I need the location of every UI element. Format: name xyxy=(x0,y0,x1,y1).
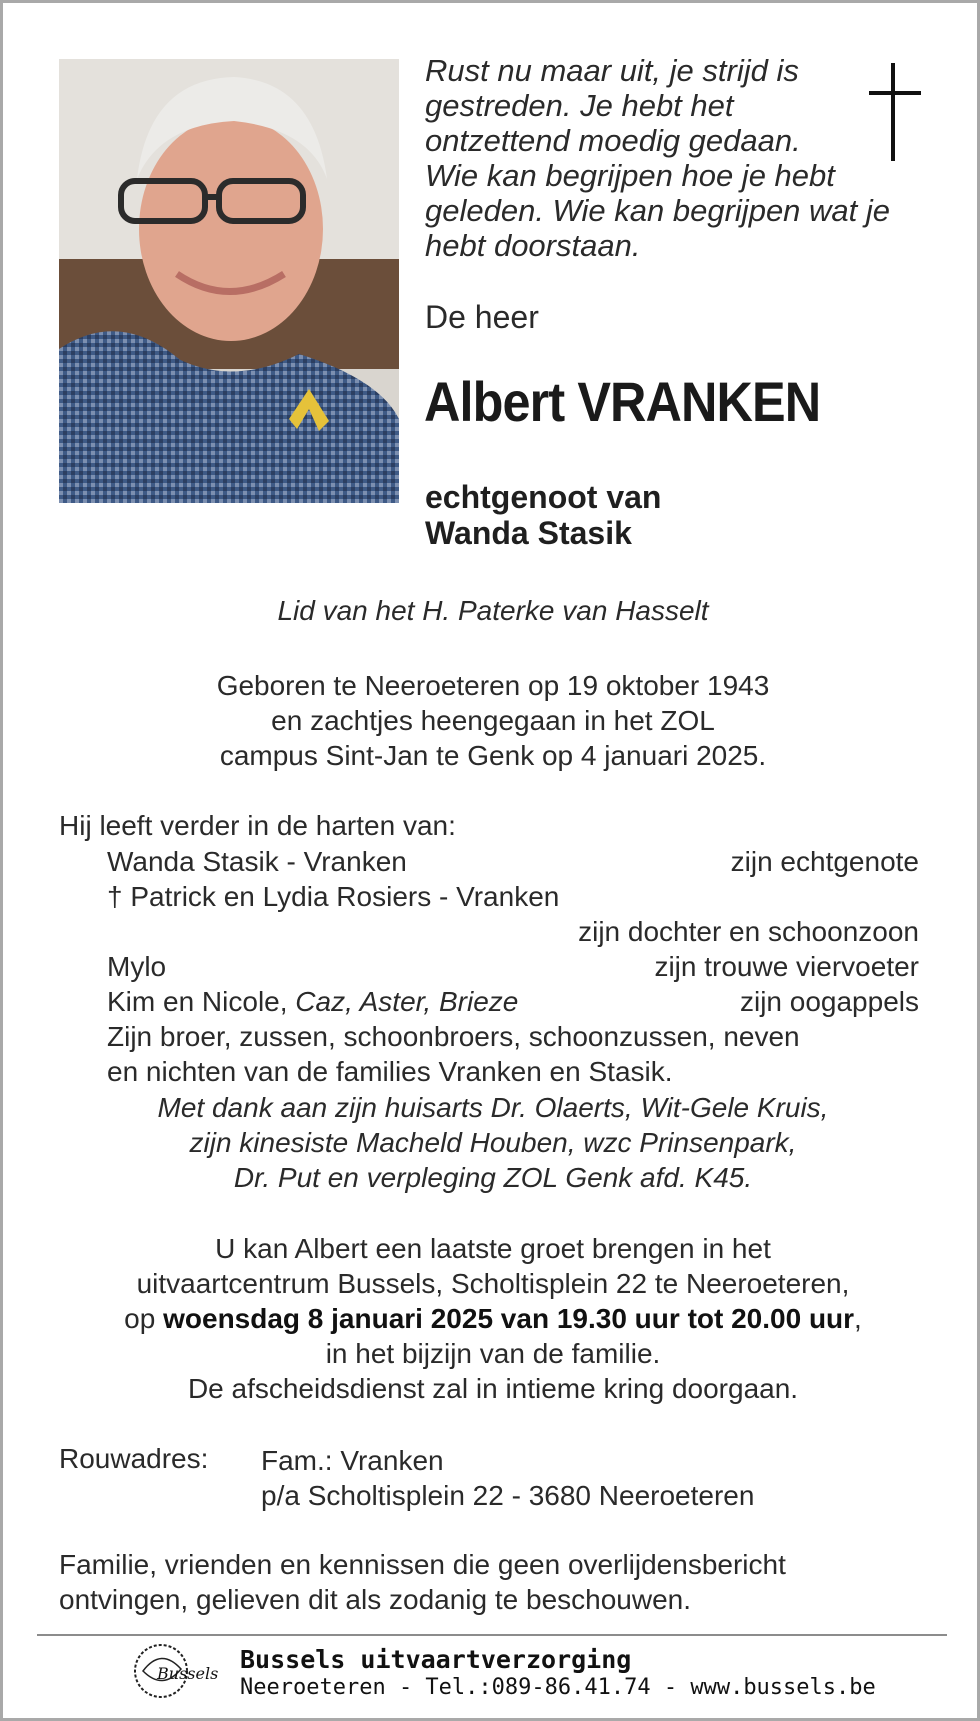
poem-line: ontzettend moedig gedaan. xyxy=(425,123,801,158)
survivor-name-plain: Kim en Nicole, xyxy=(107,986,296,1017)
visit-line: De afscheidsdienst zal in intieme kring doorgaan. xyxy=(187,1373,799,1404)
birth-death-line: campus Sint-Jan te Genk op 4 januari 2025. xyxy=(219,740,767,771)
cross-icon xyxy=(865,63,925,161)
address-line: p/a Scholtisplein 22 - 3680 Neeroeteren xyxy=(261,1480,755,1511)
notice-text xyxy=(59,1547,786,1617)
spouse-line-2: Wanda Stasik xyxy=(425,515,632,551)
poem-line: geleden. Wie kan begrijpen wat je xyxy=(425,193,891,228)
survivor-name-italic: Caz, Aster, Brieze xyxy=(295,986,519,1017)
visit-line: in het bijzijn van de familie. xyxy=(325,1338,661,1369)
visit-suffix: , xyxy=(854,1303,862,1334)
portrait-photo xyxy=(59,59,399,503)
poem-line: Rust nu maar uit, je strijd is xyxy=(425,53,799,88)
survivor-group: Zijn broer, zussen, schoonbroers, schoonzussen, neven xyxy=(107,1021,800,1052)
visit-line-datetime xyxy=(3,1301,980,1336)
poem-verse xyxy=(425,53,925,263)
birth-death-info xyxy=(3,668,980,773)
thanks-note xyxy=(3,1090,980,1195)
birth-death-line: Geboren te Neeroeteren op 19 oktober 1943 xyxy=(216,670,770,701)
survivor-group: en nichten van de families Vranken en Stasik. xyxy=(107,1056,673,1087)
spouse-info xyxy=(425,479,661,551)
deceased-name: Albert VRANKEN xyxy=(424,370,821,433)
notice-line: ontvingen, gelieven dit als zodanig te beschouwen. xyxy=(59,1584,691,1615)
address-label: Rouwadres: xyxy=(59,1443,209,1474)
membership-line: Lid van het H. Paterke van Hasselt xyxy=(277,595,709,626)
salutation: De heer xyxy=(425,299,539,335)
bussels-logo xyxy=(131,1641,227,1701)
poem-line: Wie kan begrijpen hoe je hebt xyxy=(425,158,835,193)
survivor-relation: zijn trouwe viervoeter xyxy=(654,951,919,982)
survivor-name: † Patrick en Lydia Rosiers - Vranken xyxy=(107,881,560,912)
survivor-relation: zijn echtgenote xyxy=(730,846,919,877)
survivor-name: Mylo xyxy=(107,951,167,982)
visit-prefix: op xyxy=(124,1303,164,1334)
footer-divider xyxy=(37,1634,947,1636)
notice-line: Familie, vrienden en kennissen die geen overlijdensbericht xyxy=(59,1549,786,1580)
survivor-relation: zijn dochter en schoonzoon xyxy=(578,916,919,947)
birth-death-line: en zachtjes heengegaan in het ZOL xyxy=(271,705,715,736)
company-name: Bussels uitvaartverzorging xyxy=(240,1645,632,1674)
spouse-line-1: echtgenoot van xyxy=(425,479,662,515)
poem-line: hebt doorstaan. xyxy=(425,228,641,263)
address-line: Fam.: Vranken xyxy=(261,1445,444,1476)
thanks-line: zijn kinesiste Macheld Houben, wzc Prinsenpark, xyxy=(189,1127,797,1158)
visit-datetime: woensdag 8 januari 2025 van 19.30 uur tot 20.00 uur xyxy=(163,1303,855,1334)
poem-line: gestreden. Je hebt het xyxy=(425,88,734,123)
visit-line: uitvaartcentrum Bussels, Scholtisplein 22 te Neeroeteren, xyxy=(136,1268,850,1299)
logo-text: Bussels xyxy=(157,1664,219,1683)
survivor-name xyxy=(107,986,518,1018)
thanks-line: Met dank aan zijn huisarts Dr. Olaerts, Wit-Gele Kruis, xyxy=(157,1092,829,1123)
visit-line: U kan Albert een laatste groet brengen in het xyxy=(215,1233,771,1264)
mourning-address xyxy=(261,1443,754,1513)
survivors-intro: Hij leeft verder in de harten van: xyxy=(59,810,456,841)
thanks-line: Dr. Put en verpleging ZOL Genk afd. K45. xyxy=(233,1162,753,1193)
company-contact: Neeroeteren - Tel.:089-86.41.74 - www.bussels.be xyxy=(240,1675,876,1700)
survivor-relation: zijn oogappels xyxy=(739,986,919,1017)
visitation-info xyxy=(3,1231,980,1406)
survivor-name: Wanda Stasik - Vranken xyxy=(107,846,407,877)
